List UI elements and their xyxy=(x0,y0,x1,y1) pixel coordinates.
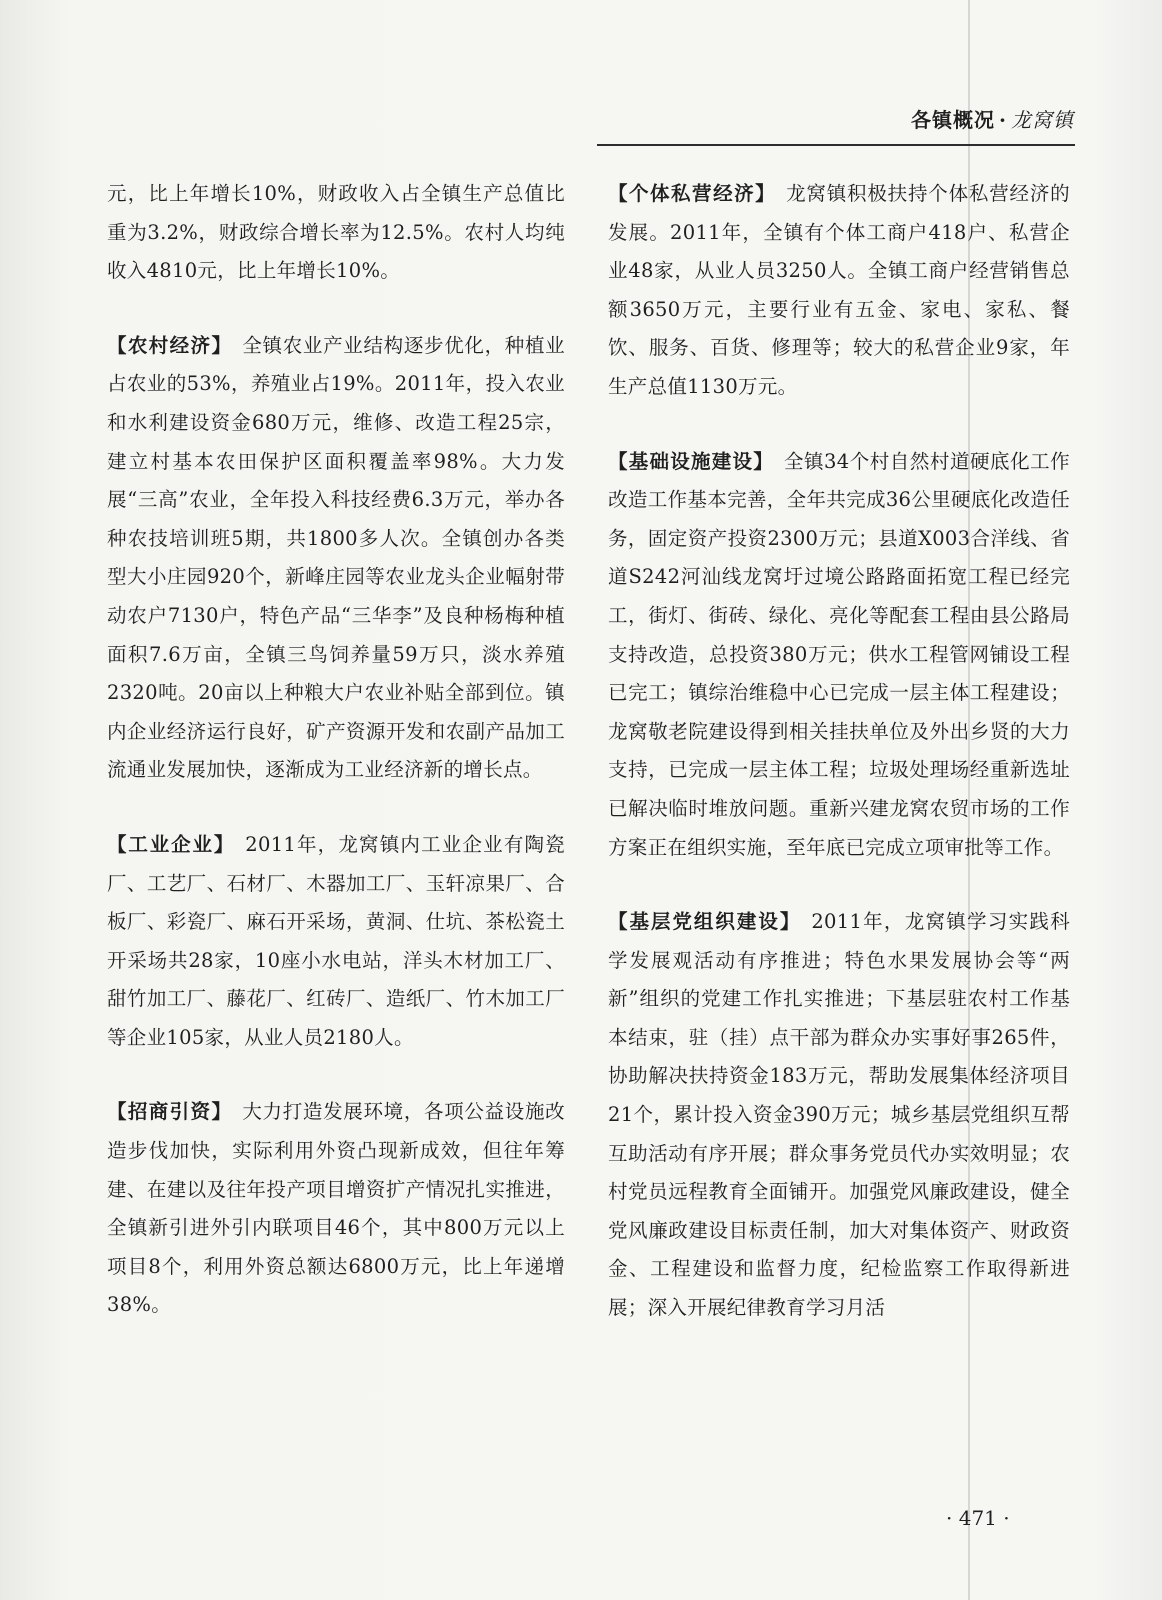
paragraph-text: 元，比上年增长10%，财政收入占全镇生产总值比重为3.2%，财政综合增长率为12.5%。农村人均纯收入4810元，比上年增长10%。 xyxy=(107,182,565,283)
paragraph-rural-economy xyxy=(107,327,565,790)
paragraph-industry xyxy=(107,826,565,1058)
paragraph-infrastructure xyxy=(608,443,1070,868)
page-number: · 471 · xyxy=(946,1506,1010,1530)
paragraph-private-economy xyxy=(608,175,1070,407)
header-rule xyxy=(597,144,1075,146)
left-column xyxy=(107,175,565,1361)
paragraph-investment xyxy=(107,1093,565,1325)
paragraph-text: 2011年，龙窝镇学习实践科学发展观活动有序推进；特色水果发展协会等“两新”组织的党建工作扎实推进；下基层驻农村工作基本结束，驻（挂）点干部为群众办实事好事265件，协助解决扶持资金183万元，帮助发展集体经济项目21个，累计投入资金390万元；城乡基层党组织互帮互助活动有序开展；群众事务党员代办实效明显；农村党员远程教育全面铺开。加强党风廉政建设，健全党风廉政建设目标责任制，加大对集体资产、财政资金、工程建设和监督力度，纪检监察工作取得新进展；深入开展纪律教育学习月活 xyxy=(608,910,1070,1320)
header-section: 各镇概况 xyxy=(911,108,996,132)
section-tag: 【招商引资】 xyxy=(107,1100,233,1124)
paragraph-finance-continued xyxy=(107,175,565,291)
paragraph-text: 全镇农业产业结构逐步优化，种植业占农业的53%，养殖业占19%。2011年，投入农业和水利建设资金680万元，维修、改造工程25宗，建立村基本农田保护区面积覆盖率98%。大力发展“三高”农业，全年投入科技经费6.3万元，举办各种农技培训班5期，共1800多人次。全镇创办各类型大小庄园920个，新峰庄园等农业龙头企业幅射带动农户7130户，特色产品“三华李”及良种杨梅种植面积7.6万亩，全镇三鸟饲养量59万只，淡水养殖2320吨。20亩以上种粮大户农业补贴全部到位。镇内企业经济运行良好，矿产资源开发和农副产品加工流通业发展加快，逐渐成为工业经济新的增长点。 xyxy=(107,333,565,782)
paragraph-text: 龙窝镇积极扶持个体私营经济的发展。2011年，全镇有个体工商户418户、私营企业48家，从业人员3250人。全镇工商户经营销售总额3650万元，主要行业有五金、家电、家私、餐饮、服务、百货、修理等；较大的私营企业9家，年生产总值1130万元。 xyxy=(608,182,1070,398)
paragraph-text: 2011年，龙窝镇内工业企业有陶瓷厂、工艺厂、石材厂、木器加工厂、玉轩凉果厂、合板厂、彩瓷厂、麻石开采场，黄洞、仕坑、茶松瓷土开采场共28家，10座小水电站，洋头木材加工厂、甜竹加工厂、藤花厂、红砖厂、造纸厂、竹木加工厂等企业105家，从业人员2180人。 xyxy=(107,832,565,1049)
section-tag: 【农村经济】 xyxy=(107,333,233,357)
section-tag: 【工业企业】 xyxy=(107,832,236,856)
section-tag: 【基础设施建设】 xyxy=(608,449,774,473)
paragraph-party-building xyxy=(608,903,1070,1328)
right-column xyxy=(608,175,1070,1364)
header-town: 龙窝镇 xyxy=(1011,108,1074,132)
paragraph-text: 大力打造发展环境，各项公益设施改造步伐加快，实际利用外资凸现新成效，但往年筹建、在建以及往年投产项目增资扩产情况扎实推进，全镇新引进外引内联项目46个，其中800万元以上项目8个，利用外资总额达6800万元，比上年递增38%。 xyxy=(107,1100,565,1317)
paragraph-text: 全镇34个村自然村道硬底化工作改造工作基本完善，全年共完成36公里硬底化改造任务，固定资产投资2300万元；县道X003合洋线、省道S242河汕线龙窝圩过境公路路面拓宽工程已经完工，街灯、街砖、绿化、亮化等配套工程由县公路局支持改造，总投资380万元；供水工程管网铺设工程已完工；镇综治维稳中心已完成一层主体工程建设；龙窝敬老院建设得到相关挂扶单位及外出乡贤的大力支持，已完成一层主体工程；垃圾处理场经重新选址已解决临时堆放问题。重新兴建龙窝农贸市场的工作方案正在组织实施，至年底已完成立项审批等工作。 xyxy=(608,449,1070,859)
running-header xyxy=(911,104,1074,133)
header-separator: · xyxy=(999,108,1007,132)
section-tag: 【个体私营经济】 xyxy=(608,182,777,205)
section-tag: 【基层党组织建设】 xyxy=(608,910,802,934)
